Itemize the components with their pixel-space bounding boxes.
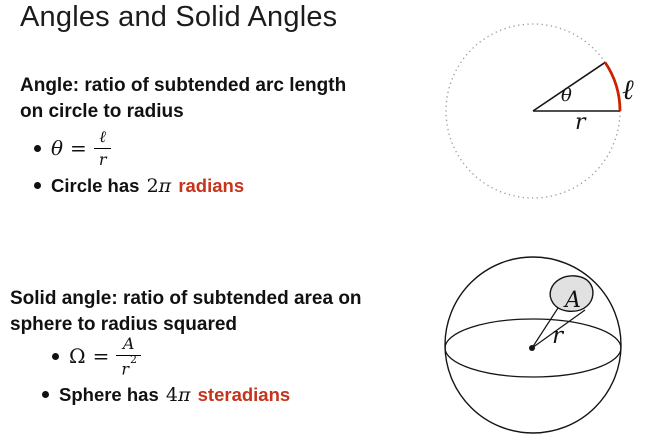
two-pi: 2π (146, 174, 172, 197)
angle-fact-bullet (34, 175, 410, 197)
page-title: Angles and Solid Angles (20, 1, 338, 33)
angle-heading-line2: on circle to radius (20, 101, 184, 122)
bullet-icon (34, 182, 41, 189)
omega-symbol: Ω (69, 344, 86, 369)
center-dot (529, 345, 535, 351)
fraction-numerator: ℓ (99, 127, 106, 146)
fraction-l-over-r (94, 129, 112, 168)
angle-section (20, 73, 410, 197)
solid-formula (69, 336, 141, 377)
solid-fact-text: Sphere has (59, 383, 159, 405)
solid-heading-line2: sphere to radius squared (10, 314, 238, 335)
fraction-denominator: $r^2$ (116, 355, 141, 377)
angle-formula (51, 129, 111, 168)
bullet-icon (34, 145, 41, 152)
angle-fact (51, 175, 244, 197)
angle-circle-diagram (420, 20, 645, 220)
theta-label: θ (561, 85, 572, 106)
angle-heading-line1: Angle: ratio of subtended arc length (20, 75, 347, 96)
solid-fact-bullet (42, 384, 430, 406)
solid-angle-section (10, 286, 430, 406)
area-label: A (565, 288, 581, 313)
angle-heading (20, 73, 410, 125)
solid-formula-bullet (52, 336, 430, 377)
bullet-icon (52, 353, 59, 360)
radius-label: r (575, 110, 586, 135)
four-pi: 4π (165, 383, 191, 406)
theta-symbol: θ (51, 136, 64, 161)
angle-fact-text: Circle has (51, 174, 140, 196)
fraction-numerator: A (122, 334, 135, 353)
solid-angle-sphere-diagram (420, 248, 645, 444)
angle-formula-bullet (34, 129, 410, 168)
fraction-A-over-r2 (116, 336, 141, 377)
fraction-denominator: r (94, 148, 112, 168)
arc-length-red-arc (605, 62, 620, 111)
bullet-icon (42, 391, 49, 398)
equals-sign: = (70, 136, 87, 161)
solid-heading (10, 286, 430, 338)
equals-sign: = (92, 344, 110, 369)
radians-highlight: radians (178, 174, 245, 196)
exponent: 2 (130, 352, 138, 366)
solid-heading-line1: Solid angle: ratio of subtended area on (10, 288, 362, 309)
sphere-radius-label: r (552, 323, 563, 349)
arc-length-label: ℓ (622, 73, 634, 106)
steradians-highlight: steradians (197, 383, 291, 405)
sphere-outline (445, 257, 621, 433)
solid-fact (59, 384, 290, 406)
